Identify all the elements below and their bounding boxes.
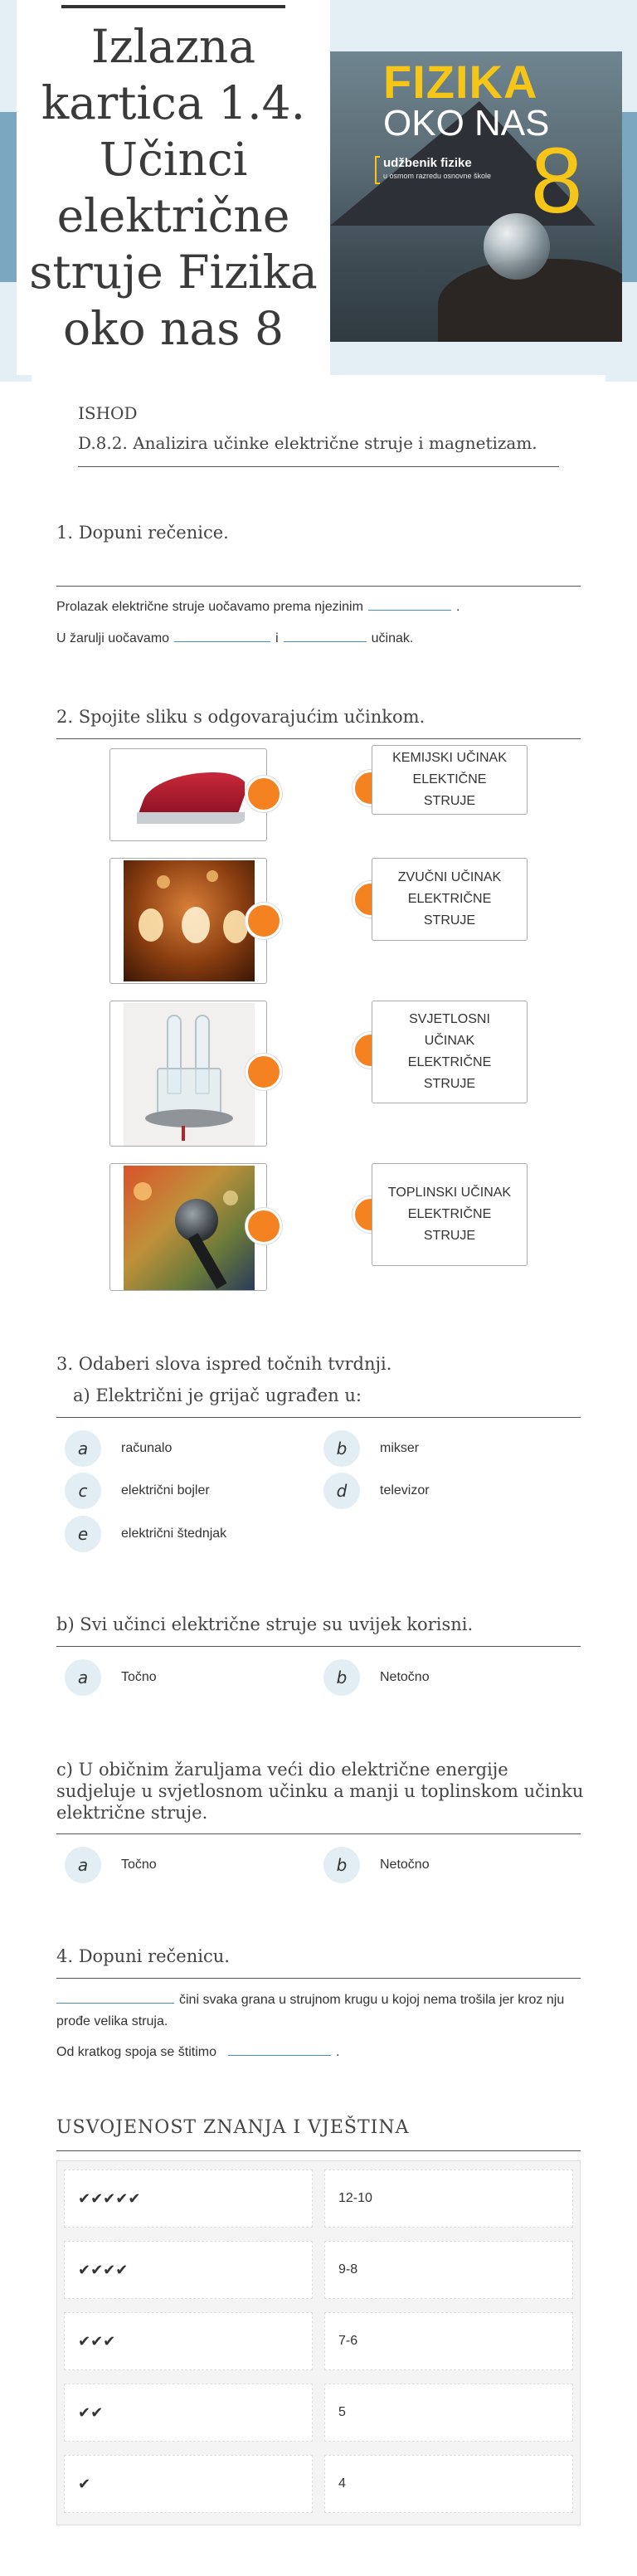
table-row-4-score: 5 — [324, 2384, 573, 2442]
table-row-5-ticks: ✔ — [64, 2455, 313, 2513]
match-label-3[interactable]: SVJETLOSNI UČINAK ELEKTRIČNE STRUJE — [372, 1001, 528, 1103]
q1-line2-b: i — [275, 631, 279, 645]
option-text: električni bojler — [121, 1483, 210, 1497]
book-grade-text: u osmom razredu osnovne škole — [383, 172, 492, 180]
table-row-5-score: 4 — [324, 2455, 573, 2513]
match-label-4[interactable]: TOPLINSKI UČINAK ELEKTRIČNE STRUJE — [372, 1163, 528, 1266]
q4-heading: 4. Dopuni rečenicu. — [56, 1946, 230, 1966]
q1-sentence-2 — [56, 629, 413, 646]
option-text: Netočno — [380, 1858, 430, 1872]
q1-line2-a: U žarulji uočavamo — [56, 631, 170, 645]
option-letter: b — [323, 1430, 360, 1467]
iron-icon — [137, 761, 245, 830]
option-letter: a — [65, 1659, 101, 1696]
q3a-option-d[interactable] — [323, 1473, 430, 1509]
q1-sentence-1 — [56, 597, 460, 615]
option-text: računalo — [121, 1441, 173, 1455]
q4-blank-1[interactable] — [56, 1990, 174, 2004]
option-letter: a — [65, 1847, 101, 1883]
bracket-icon — [375, 156, 380, 184]
match-dot-image-3[interactable] — [246, 1054, 282, 1090]
option-letter: c — [65, 1473, 101, 1509]
q3b-question: b) Svi učinci električne struje su uvijek korisni. — [56, 1614, 474, 1634]
match-image-iron[interactable] — [109, 748, 267, 841]
option-letter: a — [65, 1430, 101, 1467]
q1-blank-2[interactable] — [174, 629, 270, 642]
q3b-option-a[interactable] — [65, 1659, 157, 1696]
match-image-bulbs[interactable] — [109, 858, 267, 984]
q3b-option-b[interactable] — [323, 1659, 430, 1696]
q4-sentence-1 — [56, 1989, 584, 2033]
usvojenost-table — [56, 2160, 581, 2525]
q4-blank-2[interactable] — [228, 2043, 331, 2056]
q3a-option-e[interactable] — [65, 1516, 226, 1552]
table-row-2-score: 9-8 — [324, 2241, 573, 2299]
usvojenost-heading: USVOJENOST ZNANJA I VJEŠTINA — [56, 2117, 410, 2138]
q3a-option-a[interactable] — [65, 1430, 172, 1467]
q3a-option-b[interactable] — [323, 1430, 419, 1467]
q3c-divider — [56, 1833, 581, 1834]
match-image-microphone[interactable] — [109, 1163, 267, 1291]
q3-heading: 3. Odaberi slova ispred točnih tvrdnji. — [56, 1354, 392, 1374]
book-subtitle: OKO NAS — [383, 103, 550, 144]
q4-line1-text: čini svaka grana u strujnom krugu u kojoj nema trošila jer kroz nju prođe velika struja. — [56, 1993, 565, 2028]
option-letter: b — [323, 1847, 360, 1883]
option-letter: e — [65, 1516, 101, 1552]
book-cover-image — [330, 51, 622, 342]
ishod-divider — [78, 466, 559, 467]
electrolysis-apparatus-icon — [124, 1003, 255, 1146]
title-divider — [61, 5, 285, 8]
book-brand: FIZIKA — [383, 56, 538, 108]
option-text: televizor — [380, 1483, 430, 1497]
q4-line2-text: Od kratkog spoja se štitimo — [56, 2045, 216, 2059]
q1-blank-3[interactable] — [284, 629, 367, 642]
match-dot-image-4[interactable] — [246, 1208, 282, 1244]
option-text: Točno — [121, 1858, 157, 1872]
light-bulbs-icon — [124, 860, 255, 981]
q1-line1-end: . — [455, 600, 460, 614]
ishod-text: D.8.2. Analizira učinke električne struje i magnetizam. — [78, 433, 537, 453]
q4-divider — [56, 1978, 581, 1979]
book-type: udžbenik fizike — [383, 156, 472, 170]
table-row-1-ticks: ✔✔✔✔✔ — [64, 2169, 313, 2228]
q1-blank-1[interactable] — [368, 597, 451, 611]
q1-divider — [56, 586, 581, 587]
option-text: Točno — [121, 1670, 157, 1684]
q3a-question: a) Električni je grijač ugrađen u: — [73, 1385, 362, 1405]
q3a-divider — [56, 1417, 581, 1418]
table-row-1-score: 12-10 — [324, 2169, 573, 2228]
q4-line2-end: . — [335, 2045, 340, 2059]
option-text: Netočno — [380, 1670, 430, 1684]
option-text: mikser — [380, 1441, 420, 1455]
q2-heading: 2. Spojite sliku s odgovarajućim učinkom. — [56, 707, 425, 727]
table-row-3-ticks: ✔✔✔ — [64, 2312, 313, 2370]
table-row-4-ticks: ✔✔ — [64, 2384, 313, 2442]
q1-line1-text: Prolazak električne struje uočavamo prema njezinim — [56, 600, 363, 614]
option-text: električni štednjak — [121, 1527, 227, 1541]
q3b-divider — [56, 1646, 581, 1647]
page-title: Izlazna kartica 1.4. Učinci električne struje Fizika oko nas 8 — [29, 20, 318, 355]
option-letter: b — [323, 1659, 360, 1696]
match-label-2[interactable]: ZVUČNI UČINAK ELEKTRIČNE STRUJE — [372, 858, 528, 941]
q3a-option-c[interactable] — [65, 1473, 210, 1509]
q4-sentence-2 — [56, 2043, 339, 2060]
usvojenost-divider — [56, 2150, 581, 2151]
ishod-heading: ISHOD — [78, 403, 138, 423]
match-label-1[interactable]: KEMIJSKI UČINAK ELEKTIČNE STRUJE — [372, 745, 528, 815]
q3c-option-b[interactable] — [323, 1847, 430, 1883]
table-row-3-score: 7-6 — [324, 2312, 573, 2370]
option-letter: d — [323, 1473, 360, 1509]
q3c-question: c) U običnim žaruljama veći dio električne energije sudjeluje u svjetlosnom učinku a manji u toplinskom učinku električne struje. — [56, 1760, 584, 1823]
match-image-electrolysis[interactable] — [109, 1001, 267, 1147]
table-row-2-ticks: ✔✔✔✔ — [64, 2241, 313, 2299]
q1-line2-c: učinak. — [371, 631, 414, 645]
q1-heading: 1. Dopuni rečenice. — [56, 523, 229, 543]
microphone-icon — [124, 1166, 255, 1290]
match-dot-image-1[interactable] — [246, 776, 282, 812]
book-grade: 8 — [531, 129, 583, 232]
q2-divider — [56, 738, 581, 739]
q3c-option-a[interactable] — [65, 1847, 157, 1883]
match-dot-image-2[interactable] — [246, 903, 282, 939]
